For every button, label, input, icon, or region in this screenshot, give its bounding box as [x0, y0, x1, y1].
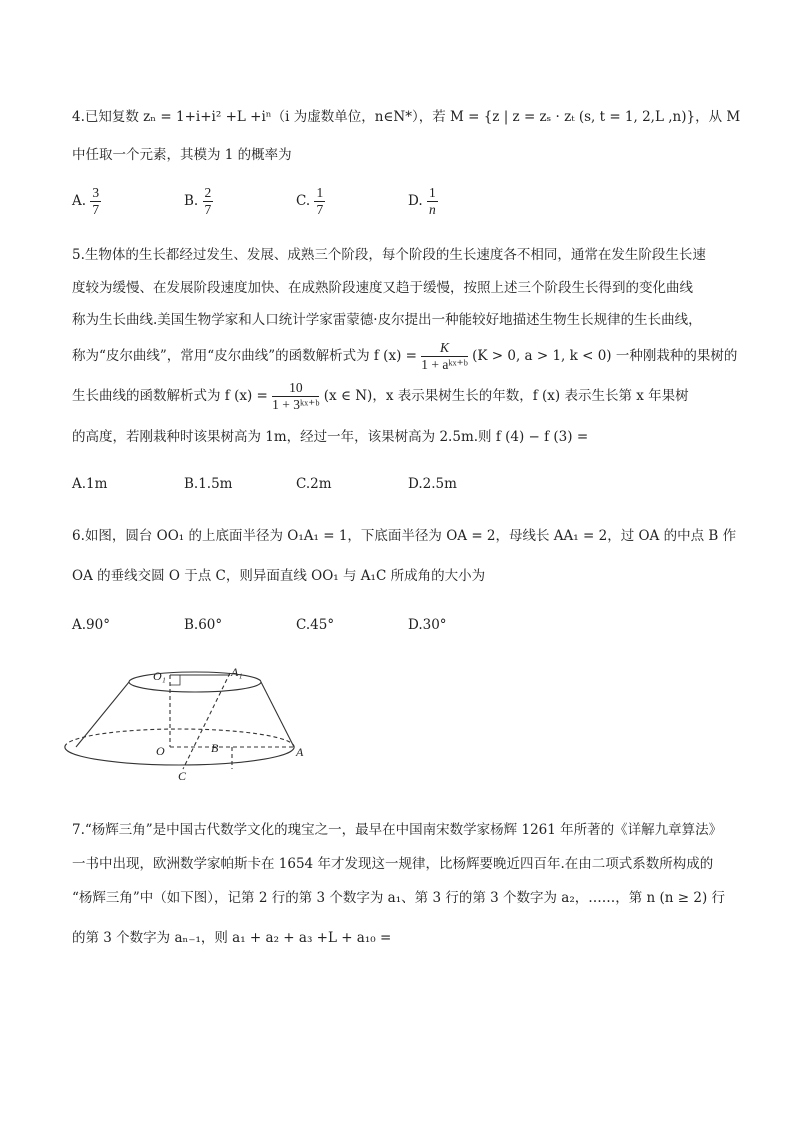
bottom-back-arc [65, 729, 294, 747]
option-label: D. [408, 193, 423, 209]
q5-stem-line5 [72, 380, 689, 413]
q5-stem-line1: 5.生物体的生长都经过发生、发展、成熟三个阶段，每个阶段的生长速度各不相同，通常在发生阶段生长速 [72, 247, 706, 263]
q5-option-a[interactable]: A.1m [72, 476, 108, 492]
q6-option-a[interactable]: A.90° [72, 617, 110, 633]
text: 称为“皮尔曲线”，常用“皮尔曲线”的函数解析式为 f (x) = [72, 348, 417, 364]
frustum-figure [70, 665, 304, 785]
q4-option-c[interactable] [296, 185, 325, 218]
q4-stem-line1: 4.已知复数 zₙ = 1+i+i² +L +iⁿ（i 为虚数单位，n∈N*），若 M = {z | z = zₛ · zₜ (s, t = 1, 2,L ,n)}，从 M [72, 109, 741, 125]
label-a: A [296, 745, 304, 759]
q4-option-a[interactable] [72, 185, 101, 218]
option-label: B. [184, 193, 199, 209]
segment-a1c [183, 673, 230, 769]
label-c: C [178, 769, 187, 783]
right-angle-mark [170, 675, 180, 685]
q7-stem-line4: 的第 3 个数字为 aₙ₋₁，则 a₁ + a₂ + a₃ +L + a₁₀ = [72, 930, 392, 946]
q5-stem-line6: 的高度，若刚栽种时该果树高为 1m，经过一年，该果树高为 2.5m.则 f (4) − f (3) = [72, 429, 589, 445]
q5-option-c[interactable]: C.2m [296, 476, 332, 492]
q5-stem-line2: 度较为缓慢、在发展阶段速度加快、在成熟阶段速度又趋于缓慢，按照上述三个阶段生长得到的变化曲线 [72, 280, 693, 296]
q5-option-d[interactable]: D.2.5m [408, 476, 457, 492]
q7-stem-line3: “杨辉三角”中（如下图），记第 2 行的第 3 个数字为 a₁、第 3 行的第 3 个数字为 a₂，……，第 n (n ≥ 2) 行 [72, 890, 726, 906]
option-label: A. [72, 193, 87, 209]
text: (K > 0, a > 1, k < 0) 一种刚栽种的果树的 [472, 348, 738, 364]
left-slant-line [76, 682, 129, 747]
label-a1: A₁ [231, 665, 243, 679]
fraction: $\frac{K}{\text{1 + aᵏˣ⁺ᵇ}}$ [421, 340, 468, 372]
q4-option-b[interactable] [184, 185, 213, 218]
bottom-front-arc [65, 747, 294, 765]
fraction: $\frac{10}{\text{1 + 3ᵏˣ⁺ᵇ}}$ [272, 380, 320, 412]
q6-option-b[interactable]: B.60° [184, 617, 223, 633]
label-o: O [156, 744, 165, 758]
q7-stem-line1: 7.“杨辉三角”是中国古代数学文化的瑰宝之一，最早在中国南宋数学家杨辉 1261 年所著的《详解九章算法》 [72, 822, 723, 838]
fraction: $\frac{1}{7}$ [316, 185, 324, 217]
q4-option-d[interactable] [408, 185, 438, 218]
q6-option-d[interactable]: D.30° [408, 617, 447, 633]
q6-option-c[interactable]: C.45° [296, 617, 335, 633]
text: 生长曲线的函数解析式为 f (x) = [72, 388, 268, 404]
fraction: $\frac{1}{n}$ [428, 185, 436, 217]
q7-stem-line2: 一书中出现，欧洲数学家帕斯卡在 1654 年才发现这一规律，比杨辉要晚近四百年.在由二项式系数所构成的 [72, 856, 714, 872]
fraction: $\frac{3}{7}$ [92, 185, 100, 217]
q6-stem-line1: 6.如图，圆台 OO₁ 的上底面半径为 O₁A₁ = 1，下底面半径为 OA = 2，母线长 AA₁ = 2，过 OA 的中点 B 作 [72, 528, 737, 544]
q5-stem-line3: 称为生长曲线.美国生物学家和人口统计学家雷蒙德·皮尔提出一种能较好地描述生物生长规律的生长曲线， [72, 312, 702, 328]
label-b: B [211, 741, 219, 755]
right-slant-line [261, 682, 294, 747]
q4-stem-line2: 中任取一个元素，其模为 1 的概率为 [72, 147, 292, 163]
q5-stem-line4 [72, 340, 737, 373]
fraction: $\frac{2}{7}$ [204, 185, 212, 217]
text: (x ∈ N)，x 表示果树生长的年数，f (x) 表示生长第 x 年果树 [323, 388, 689, 404]
option-label: C. [296, 193, 311, 209]
q6-stem-line2: OA 的垂线交圆 O 于点 C，则异面直线 OO₁ 与 A₁C 所成角的大小为 [72, 568, 486, 584]
label-o1: O₁ [153, 669, 166, 683]
q5-option-b[interactable]: B.1.5m [184, 476, 233, 492]
